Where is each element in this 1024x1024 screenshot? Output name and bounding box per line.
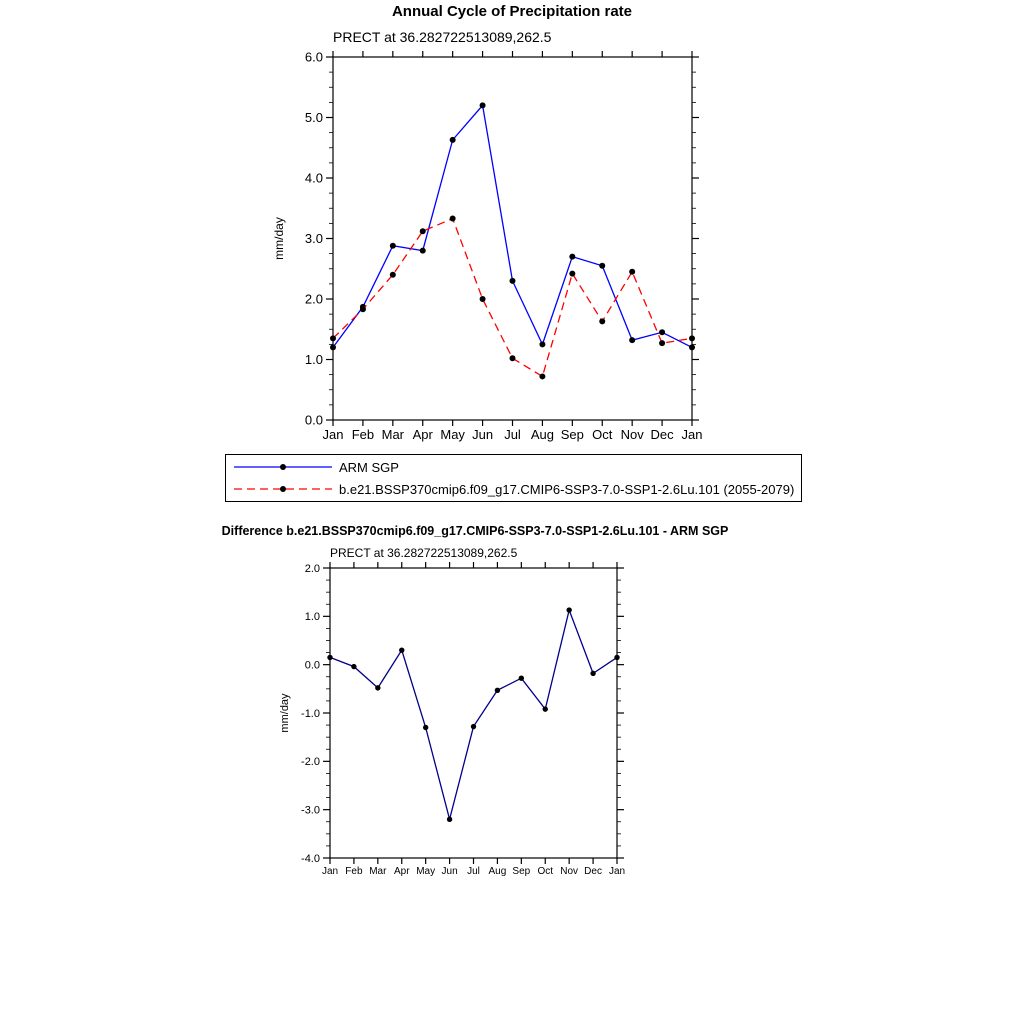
data-point-marker [399,647,404,652]
y-tick-label: 6.0 [304,49,323,65]
data-point-marker [495,688,500,693]
data-point-marker [480,102,486,108]
data-point-marker [330,344,336,350]
data-point-marker [420,228,426,234]
annual-cycle-chart [263,45,713,445]
legend-key-blue-solid-line [232,460,336,474]
y-tick-label: 2.0 [304,562,320,575]
bottom-chart-subtitle: PRECT at 36.282722513089,262.5 [330,546,518,560]
data-point-marker [471,724,476,729]
data-point-marker [689,344,695,350]
series-line [333,105,692,347]
legend-key-red-dashed-line [232,482,336,496]
x-tick-label: Aug [488,866,507,877]
x-tick-label: Jan [608,866,626,877]
plot-frame [333,57,692,420]
legend-label-model: b.e21.BSSP370cmip6.f09_g17.CMIP6-SSP3-7.0-SSP1-2.6Lu.101 (2055-2079) [339,481,795,497]
series-line [330,610,617,819]
x-tick-label: Mar [381,427,405,442]
y-tick-label: 3.0 [304,231,323,247]
y-tick-label: 1.0 [304,611,320,624]
top-chart-title: Annual Cycle of Precipitation rate [391,3,633,20]
data-point-marker [543,706,548,711]
data-point-marker [629,337,635,343]
data-point-marker [447,817,452,822]
data-point-marker [614,655,619,660]
y-tick-label: 4.0 [304,170,323,186]
x-tick-label: Jun [441,866,458,877]
x-tick-label: May [440,427,465,442]
legend-item-arm-sgp [226,456,801,478]
x-tick-label: Jan [681,427,703,442]
y-tick-label: -2.0 [301,756,320,769]
data-point-marker [510,278,516,284]
data-point-marker [599,263,605,269]
data-point-marker [360,306,366,312]
x-tick-label: May [416,866,436,877]
plot-frame [330,568,617,858]
x-tick-label: Aug [530,427,554,442]
data-point-marker [351,664,356,669]
data-point-marker [420,248,426,254]
data-point-marker [566,607,571,612]
y-tick-label: 0.0 [304,412,323,428]
data-point-marker [450,137,456,143]
data-point-marker [375,685,380,690]
data-point-marker [599,318,605,324]
data-point-marker [519,676,524,681]
x-tick-label: Oct [537,866,554,877]
x-tick-label: Sep [560,427,584,442]
data-point-marker [539,341,545,347]
data-point-marker [330,335,336,341]
x-tick-label: Jan [322,427,344,442]
x-tick-label: Jul [467,866,480,877]
legend-label-arm-sgp: ARM SGP [339,459,399,475]
x-tick-label: Oct [592,427,613,442]
data-point-marker [590,671,595,676]
difference-chart [260,556,640,886]
y-tick-label: 0.0 [304,659,320,672]
x-tick-label: Mar [369,866,387,877]
x-tick-label: Nov [620,427,644,442]
y-axis-label: mm/day [272,217,286,260]
y-tick-label: -4.0 [301,852,320,865]
legend-marker-sample [280,464,286,470]
data-point-marker [659,340,665,346]
x-tick-label: Sep [512,866,531,877]
y-axis-label: mm/day [279,693,291,733]
y-tick-label: -1.0 [301,707,320,720]
data-point-marker [480,296,486,302]
legend-marker-sample [280,486,286,492]
data-point-marker [327,655,332,660]
data-point-marker [450,216,456,222]
x-tick-label: Feb [351,427,375,442]
x-tick-label: Nov [560,866,579,877]
x-tick-label: Apr [393,866,410,877]
data-point-marker [390,243,396,249]
data-point-marker [539,373,545,379]
x-tick-label: Jul [504,427,521,442]
data-point-marker [510,355,516,361]
y-tick-label: 5.0 [304,110,323,126]
x-tick-label: Jan [321,866,339,877]
data-point-marker [423,725,428,730]
data-point-marker [629,269,635,275]
x-tick-label: Jun [472,427,494,442]
y-tick-label: -3.0 [301,804,320,817]
bottom-chart-title: Difference b.e21.BSSP370cmip6.f09_g17.CMIP6-SSP3-7.0-SSP1-2.6Lu.101 - ARM SGP [221,524,729,538]
data-point-marker [569,254,575,260]
x-tick-label: Dec [584,866,602,877]
top-chart-subtitle: PRECT at 36.282722513089,262.5 [333,29,552,45]
x-tick-label: Feb [345,866,363,877]
y-tick-label: 2.0 [304,291,323,307]
series-line [333,219,692,377]
legend-item-model [226,478,801,500]
x-tick-label: Apr [412,427,433,442]
x-tick-label: Dec [650,427,674,442]
data-point-marker [569,271,575,277]
y-tick-label: 1.0 [304,352,323,368]
data-point-marker [689,335,695,341]
legend [225,454,802,502]
data-point-marker [659,329,665,335]
data-point-marker [390,272,396,278]
